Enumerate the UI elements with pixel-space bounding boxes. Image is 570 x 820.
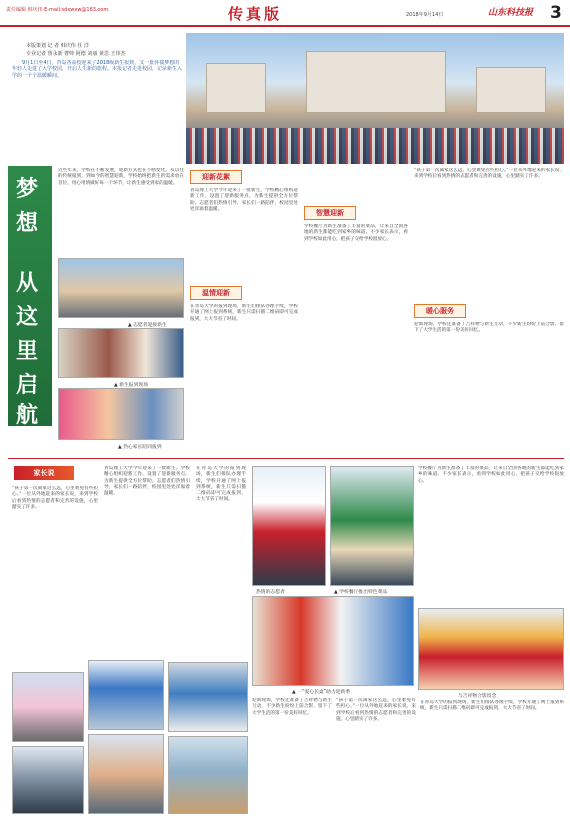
photo-info-board [88, 660, 164, 730]
photo-parents [58, 388, 184, 440]
page-number: 3 [550, 3, 562, 23]
photo-love-table [252, 596, 414, 686]
section-tag: 温情迎新 [190, 286, 242, 300]
title-char: 里 [16, 338, 39, 364]
newspaper-logo: 山东科技报 [488, 8, 534, 18]
byline-line: 本版策划 记 者 韩庆伟 任 洋 [26, 43, 89, 49]
section-ribbon: 家长说 [14, 466, 74, 480]
photo-caption: ▲ 志愿者迎接新生 [128, 323, 167, 328]
photo-mascot [418, 608, 564, 690]
photo-caption: ▲ 热心家长陪同报到 [118, 445, 162, 450]
hero-photo-campus-gate [186, 33, 564, 164]
byline [26, 42, 176, 58]
section-tag: 暖心服务 [414, 304, 466, 318]
intro-paragraph: 9月1日至4日，青岛各高校迎来了2018级新生报到，又一批怀揣梦想的年轻人走进了大学校园，开启人生新的旅程。本报记者走进校园，记录新生入学的一个个温暖瞬间。 [12, 60, 182, 79]
photo-caption: ▲ 学校餐厅推出特色菜品 [334, 590, 388, 595]
article-text: “孩子第一次离家这么远，心里难免有些担心。”一位从外地赶来的家长说，来到学校后看到热情的志愿者和完善的设施，心里踏实了许多。 [12, 486, 98, 510]
building-shape [306, 51, 446, 113]
title-char: 航 [16, 402, 39, 428]
article-text: “孩子第一次离家这么远，心里难免有些担心。”一位从外地赶来的家长说，来到学校后看到热情的志愿者和完善的设施，心里踏实了许多。 [336, 698, 416, 722]
byline-line: 专业记者 鲁永新 曹帅 阿德 刘丽 黄思 王伟杰 [26, 51, 126, 57]
editor-credit: 责任编辑 韩庆伟 E-mail:sdxwxw@163.com [6, 7, 109, 13]
photo-family [88, 734, 164, 814]
article-text: “孩子第一次离家这么远，心里难免有些担心。”一位从外地赶来的家长说，来到学校后看到热情的志愿者和完善的设施，心里踏实了许多。 [414, 168, 564, 180]
article-text: 青岛理工大学今年迎来了一批新生。学校精心组织迎新工作，设置了迎新服务点，为新生提供全方位帮助。志愿者们热情引导，家长们一路陪伴，校园里处处洋溢着温暖。 [190, 188, 298, 212]
title-char: 梦 [16, 176, 39, 202]
article-text: 迎新现场，学校还准备了吉祥物与新生互动，不少新生纷纷上前合影，留下了大学生活的第一份美好回忆。 [252, 698, 332, 716]
building-shape [206, 63, 266, 113]
photo-caption: 热情的志愿者 [256, 590, 285, 595]
photo-caption: 与吉祥物合影留念 [458, 694, 497, 699]
photo-registration [58, 328, 184, 378]
photo-volunteers-red [252, 466, 326, 586]
main-title-banner [8, 166, 52, 426]
article-text: 在青岛大学的报到现场，新生们排队办理手续，学校开通了网上报到系统，新生只需扫描二维码即可完成报到，大大节省了时间。 [190, 304, 298, 322]
title-char: 这 [16, 304, 39, 330]
photo-lobby [168, 736, 248, 814]
building-shape [476, 67, 546, 113]
issue-date: 2018年9月14日 [406, 12, 444, 18]
photo-campus-crowd [58, 258, 184, 318]
photo-students [12, 672, 84, 742]
photo-walkway [12, 746, 84, 814]
section-tag: 智慧迎新 [304, 206, 356, 220]
photo-green-volunteers [330, 466, 414, 586]
photo-caption: ▲ 一“爱心长桌”助力迎新季 [292, 690, 351, 695]
crowd-shape [186, 128, 564, 164]
section-title: 传真版 [228, 5, 283, 23]
page-header [0, 0, 570, 27]
photo-caption: ▲ 新生报到现场 [114, 383, 148, 388]
title-char: 启 [16, 372, 39, 398]
section-divider [8, 458, 564, 459]
article-text: 学校餐厅为新生准备了丰富的菜品，让来自全国各地的新生都能吃到家乡的味道。不少家长表示，看到学校如此用心，把孩子交给学校很放心。 [418, 466, 564, 484]
article-text: 在青岛大学的报到现场，新生们排队办理手续，学校开通了网上报到系统，新生只需扫描二维码即可完成报到，大大节省了时间。 [420, 700, 564, 712]
article-text: 在青岛大学的报到现场，新生们排队办理手续，学校开通了网上报到系统，新生只需扫描二维码即可完成报到，大大节省了时间。 [196, 466, 246, 503]
article-text: 近些年来，学校在不断发展，迎新方式也在不断变化。从以往的传统报到，到如今的智慧迎新，学校始终把新生的需求放在首位，用心用情做好每一个环节，让新生感受到家的温暖。 [58, 168, 184, 186]
photo-volunteer [168, 662, 248, 732]
article-text: 青岛理工大学今年迎来了一批新生。学校精心组织迎新工作，设置了迎新服务点，为新生提供全方位帮助。志愿者们热情引导，家长们一路陪伴，校园里处处洋溢着温暖。 [104, 466, 190, 497]
article-text: 学校餐厅为新生准备了丰富的菜品，让来自全国各地的新生都能吃到家乡的味道。不少家长表示，看到学校如此用心，把孩子交给学校很放心。 [304, 224, 408, 242]
title-char: 从 [16, 270, 39, 296]
title-char: 想 [16, 210, 39, 236]
section-tag: 迎新花絮 [190, 170, 242, 184]
article-text: 迎新现场，学校还准备了吉祥物与新生互动，不少新生纷纷上前合影，留下了大学生活的第一份美好回忆。 [414, 322, 564, 334]
